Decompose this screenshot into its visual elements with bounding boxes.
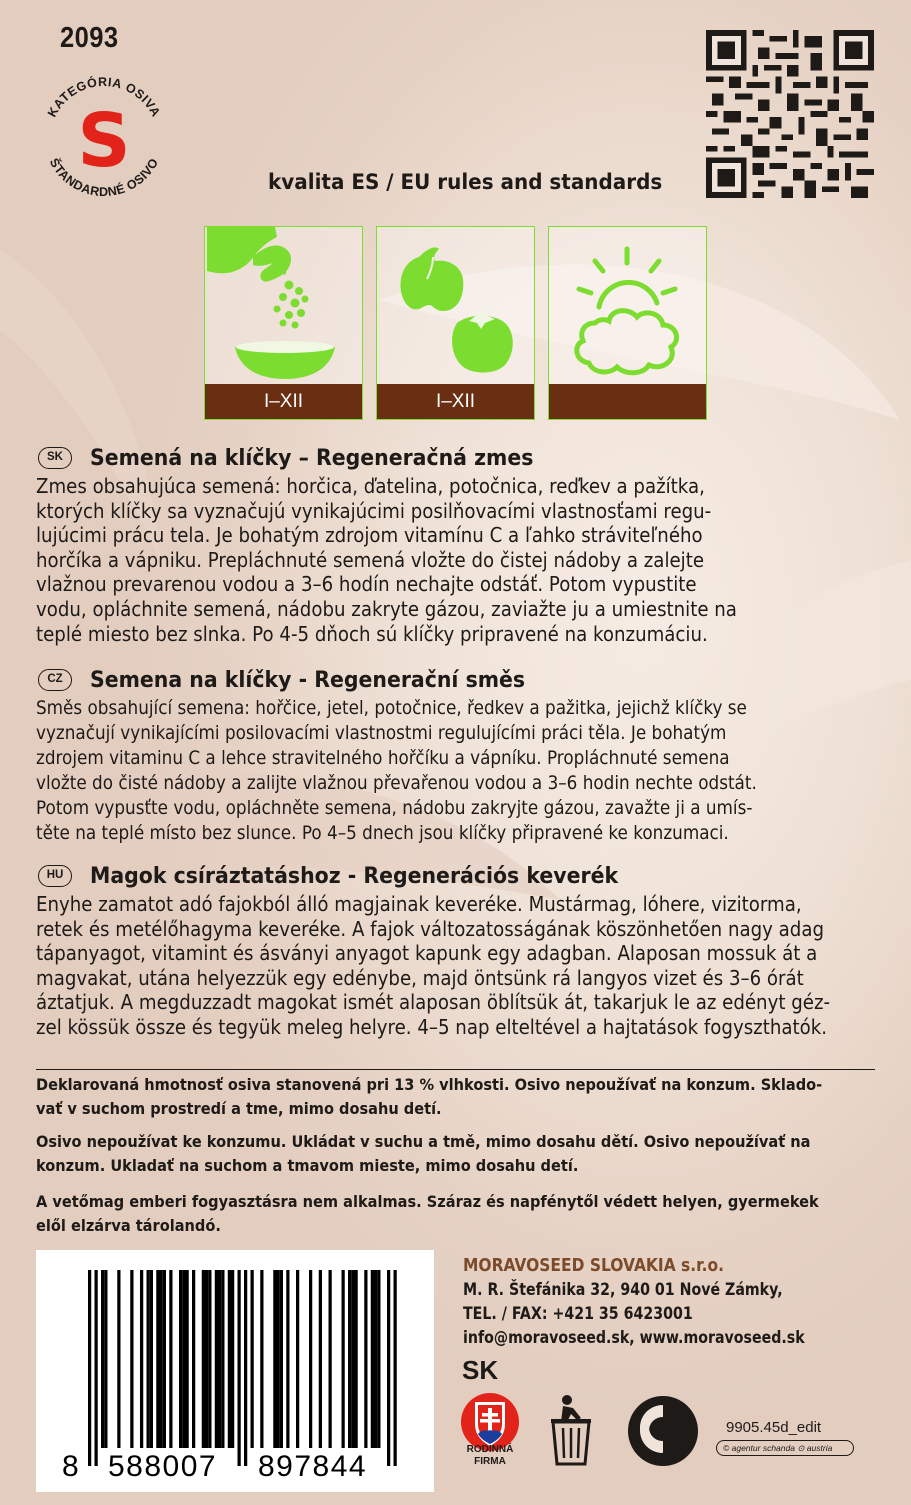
barcode-guard-bar (387, 1270, 390, 1466)
barcode-bar (329, 1270, 332, 1448)
barcode-guard-bar (95, 1270, 98, 1466)
barcode-bar (260, 1270, 263, 1448)
barcode-bar (202, 1270, 205, 1448)
barcode-bar (215, 1270, 218, 1448)
harvest-period: I–XII (377, 384, 534, 419)
company-web[interactable]: info@moravoseed.sk, www.moravoseed.sk (463, 1328, 805, 1347)
barcode-bar (160, 1270, 163, 1448)
barcode-guard-bar (238, 1270, 241, 1466)
barcode-bar (208, 1270, 211, 1448)
barcode-guard-bar (88, 1270, 91, 1466)
barcode-left-group: 588007 (108, 1450, 218, 1483)
company-info (463, 1254, 824, 1350)
edit-code: 9905.45d_edit (726, 1419, 822, 1436)
tidyman-bin-icon (545, 1392, 595, 1468)
title-cz: Semena na klíčky - Regenerační směs (90, 667, 526, 693)
title-sk: Semená na klíčky – Regeneračná zmes (90, 445, 534, 471)
barcode-bar (221, 1270, 224, 1448)
barcode-bar (371, 1270, 374, 1448)
seal-bottom-text: ŠTANDARDNÉ OSIVO (46, 155, 162, 200)
barcode-bar (351, 1270, 354, 1448)
location-bar (549, 384, 706, 419)
barcode-bar (273, 1270, 276, 1448)
barcode-bar (309, 1270, 312, 1448)
divider (36, 1069, 875, 1070)
family-firm-label (452, 1444, 528, 1468)
warning-hu: A vetőmag emberi fogyasztásra nem alkalmas. Száraz és napfénytől védett helyen, gyermekek elől elzárva tárolandó. (36, 1192, 819, 1235)
seed-category-seal-icon (28, 60, 180, 212)
barcode-bar (205, 1270, 208, 1448)
barcode-first-digit: 8 (62, 1450, 81, 1483)
barcode-bar (319, 1270, 322, 1448)
barcode-bar (355, 1270, 358, 1448)
panel-sowing (204, 226, 363, 420)
section-hu (36, 860, 876, 1040)
green-dot-recycling-icon (627, 1395, 699, 1467)
sowing-period: I–XII (205, 384, 362, 419)
qr-code-icon[interactable] (706, 30, 874, 198)
barcode-bar (348, 1270, 351, 1448)
barcode-bar (192, 1270, 195, 1448)
description-cz: Směs obsahující semena: hořčice, jetel, potočnice, ředkev a pažitka, jejichž klíčky se vyznačují vynikajícími posilovacími vlastnostmi regulujícími práci těla. Je bohatým zdrojem vitaminu C a lehce stravitelného hořčíku a vápníku. Propláchnuté semena vložte do čisté nádoby a zalijte vlažnou převařenou vodou a 3–6 hodin nechte odstát. Potom vypusťte vodu, opláchněte semena, nádobu zakryjte gázou, zavažte ji a umís- těte na teplé místo bez slunce. Po 4–5 dnech jsou klíčky připravené ke konzumaci. (36, 698, 757, 844)
barcode-guard-bar (394, 1270, 397, 1466)
sprinkle-seeds-bowl-icon (205, 227, 361, 387)
barcode-bar (163, 1270, 166, 1448)
lang-badge-cz: CZ (38, 669, 72, 691)
barcode-bar (186, 1270, 189, 1448)
warning-sk: Deklarovaná hmotnosť osiva stanovená pri 13 % vlhkosti. Osivo nepoužívať na konzum. Sklado- vať v suchom prostredí a tme, mimo dosahu detí. (36, 1075, 823, 1118)
barcode-bar (377, 1270, 380, 1448)
barcode-bar (342, 1270, 345, 1448)
barcode-bar (228, 1270, 231, 1448)
barcode-bar (179, 1270, 182, 1448)
barcode-bar (182, 1270, 185, 1448)
barcode-bar (364, 1270, 367, 1448)
quality-standard-text: kvalita ES / EU rules and standards (268, 170, 663, 194)
barcode-bar (140, 1270, 143, 1448)
section-sk (36, 442, 876, 646)
warning-cz-sk: Osivo nepoužívat ke konzumu. Ukládat v suchu a tmě, mimo dosahu dětí. Osivo nepoužívať na konzum. Ukladať na suchom a tmavom mieste, mimo dosahu detí. (36, 1132, 811, 1175)
description-hu: Enyhe zamatot adó fajokból álló magjainak keveréke. Mustármag, lóhere, vizitorma, retek és metélőhagyma keveréke. A fajok változatosságának köszönhetően nagy adag tápanyagot, vitamint és ásványi anyagot kapunk egy adagban. Alaposan mossuk át a magvakat, utána helyezzük egy edénybe, majd öntsünk rá langyos vizet és 3–6 órát áztatjuk. A megduzzadt magokat ismét alaposan öblítsük át, takarjuk le az edényt géz- zel kössük össze és tegyük meleg helyre. 4–5 nap elteltével a hajtatások fogyszthatók. (36, 892, 831, 1039)
barcode-bar (231, 1270, 234, 1448)
seal-top-text: KATEGÓRIA OSIVA (44, 74, 164, 120)
section-cz (36, 664, 876, 846)
barcode (36, 1250, 434, 1492)
agency-credit: © agentur schanda ⊙ austria (716, 1440, 854, 1456)
barcode-bar (374, 1270, 377, 1448)
family-firm-line1: RODINNÁ (466, 1444, 514, 1455)
barcode-guard-bar (244, 1270, 247, 1466)
company-phone: TEL. / FAX: +421 35 6423001 (463, 1304, 693, 1323)
company-name: MORAVOSEED SLOVAKIA s.r.o. (463, 1255, 724, 1276)
pepper-tomato-icon (377, 227, 533, 387)
barcode-right-group: 897844 (258, 1450, 368, 1483)
barcode-bars (36, 1250, 434, 1492)
barcode-bar (150, 1270, 153, 1448)
panel-location (548, 226, 707, 420)
barcode-bar (296, 1270, 299, 1448)
barcode-bar (130, 1270, 133, 1448)
sun-cloud-icon (549, 227, 705, 387)
barcode-bar (169, 1270, 172, 1448)
panel-vegetables (376, 226, 535, 420)
barcode-bar (280, 1270, 283, 1448)
barcode-bar (104, 1270, 107, 1448)
barcode-bar (147, 1270, 150, 1448)
lang-badge-sk: SK (38, 447, 72, 469)
barcode-bar (156, 1270, 159, 1448)
lang-badge-hu: HU (38, 865, 72, 887)
product-code: 2093 (60, 22, 119, 54)
barcode-bar (101, 1270, 104, 1448)
country-code: SK (462, 1355, 499, 1385)
title-hu: Magok csíráztatáshoz - Regenerációs keverék (90, 863, 619, 889)
barcode-bar (218, 1270, 221, 1448)
family-firm-line2: FIRMA (474, 1456, 506, 1467)
barcode-bar (117, 1270, 120, 1448)
company-address: M. R. Štefánika 32, 940 01 Nové Zámky, (463, 1280, 783, 1299)
barcode-bar (286, 1270, 289, 1448)
seal-letter: S (77, 98, 131, 184)
barcode-bar (277, 1270, 280, 1448)
barcode-bar (251, 1270, 254, 1448)
description-sk: Zmes obsahujúca semená: horčica, ďatelina, potočnica, reďkev a pažítka, ktorých klíčky sa vyznačujú vynikajúcimi posilňovacími vlastnosťami regu- lujúcimi prácu tela. Je bohatým zdrojom vitamínu C a ľahko stráviteľného horčíka a vápniku. Prepláchnuté semená vložte do čistej nádoby a zalejte vlažnou prevarenou vodou a 3–6 hodín nechajte odstáť. Potom vypustite vodu, opláchnite semená, nádobu zakryte gázou, zaviažte ju a umiestnite na teplé miesto bez slnka. Po 4-5 dňoch sú klíčky pripravené na konzumáciu. (36, 474, 737, 646)
